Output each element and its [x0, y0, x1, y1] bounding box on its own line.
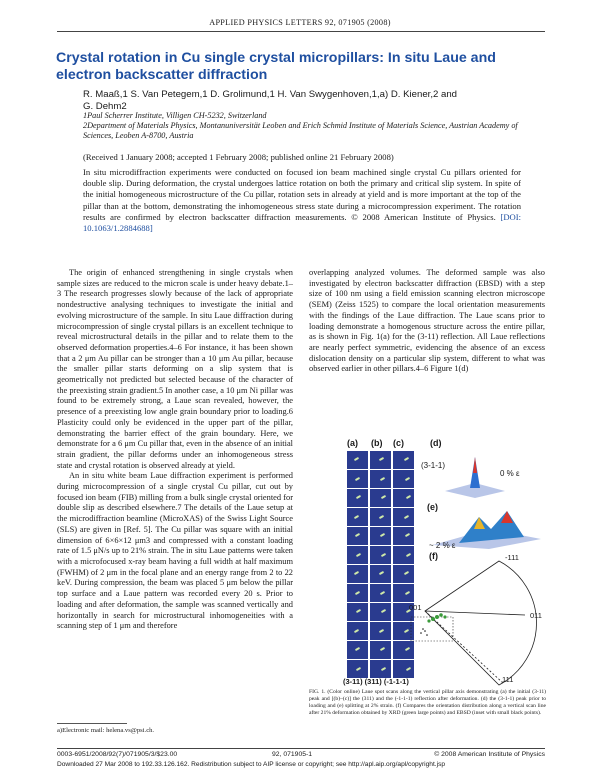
paragraph-3: overlapping analyzed volumes. The deformed sample was also investigated by electron backscatter diffraction (EBSD) with a step size of 100 nm using a field emission scanning electron microscope (SEM) (Zeiss 1525) to compare the local orientation measurements with the findings of the Laue diffraction. The Laue scans prior to loading demonstrate a homogenous structure across the entire pillar, as is shown in Fig. 1(a) for the (3-11) reflection. All Laue reflections are nearly perfect symmetric, evidencing the absence of an excess dislocation density on a particular slip system, different to what was observed earlier in other pillars.4–6 Figure 1(d) [309, 268, 545, 374]
laue-tile [370, 527, 391, 545]
laue-spot [381, 609, 386, 613]
pole-label-left: 001 [409, 603, 422, 612]
laue-spot [356, 609, 361, 613]
laue-tile [347, 489, 368, 507]
footnote: a)Electronic mail: helena.vs@psi.ch. [57, 727, 155, 734]
pole-label-top: -111 [505, 553, 519, 562]
bottom-reflection-labels: (3-11) (311) (-1-1-1) [343, 677, 409, 686]
pole-figure [407, 555, 545, 687]
peak-3d-initial [440, 453, 510, 498]
doi-link[interactable]: [DOI: 10.1063/1.2884688] [83, 211, 521, 234]
received-dates: (Received 1 January 2008; accepted 1 February 2008; published online 21 February 2008) [83, 152, 394, 162]
affiliation-1: 1Paul Scherrer Institute, Villigen CH-5232, Switzerland [83, 111, 267, 120]
footer-copyright: © 2008 American Institute of Physics [434, 751, 545, 758]
panel-e-strain: ~ 2 % ε [429, 541, 456, 550]
laue-spot [356, 667, 361, 671]
laue-spot [355, 477, 360, 481]
laue-tile [370, 470, 391, 488]
panel-c-label: (c) [393, 438, 404, 448]
laue-tile [370, 451, 391, 469]
footer-issn: 0003-6951/2008/92(7)/071905/3/$23.00 [57, 751, 178, 758]
laue-tile [347, 470, 368, 488]
download-notice: Downloaded 27 Mar 2008 to 192.33.126.162. Redistribution subject to AIP license or copyright; see http://apl.aip.org/apl/copyright.jsp [57, 761, 446, 768]
laue-tile [347, 451, 368, 469]
author-list: R. Maaß,1 S. Van Petegem,1 D. Grolimund,1 H. Van Swygenhoven,1,a) D. Kiener,2 and G. Dehm2 [83, 89, 457, 112]
laue-spot [405, 533, 410, 537]
laue-spot [406, 495, 411, 499]
right-column [309, 268, 545, 375]
panel-e-label: (e) [427, 502, 438, 512]
laue-tile [393, 489, 414, 507]
laue-spot [404, 457, 409, 461]
laue-spot [379, 629, 384, 633]
abstract [83, 167, 521, 234]
panel-b-label: (b) [371, 438, 383, 448]
affiliations [83, 111, 523, 141]
paragraph-1: The origin of enhanced strengthening in single crystals when sample sizes are reduced to the micron scale is under heavy debate.1–3 The research progresses slowly because of the lack of appropriate nondestructive analysing techniques to investigate the initial and evolving microstructure of the sample. In situ Laue diffraction during microcompression of single crystal pillars is an excellent technique to reveal microstructural details in the pillar and to relate them to the observed deformation properties.4–6 For instance, it has been shown that a 2 μm Au pillar can be stronger than a 10 μm Au pillar, because the smaller pillar starts deforming on a slip system that is geometrically not predicted but selected because of the character of the preexisting strain gradient.5 In another case, a 10 μm Ni pillar was found to be extremely strong, a Laue scan revealed, however, the presence of a preexisting low angle grain boundary prior to loading.6 Plasticity could only be evidenced in the upper part of the pillar, demonstrating the barrier effect of the grain boundary. Here, we demonstrate for a 6 μm Cu pillar that, even in the absence of an initial strain gradient, the pillar deforms under an inhomogeneous stress state and crystal rotation is observed already at yield. [57, 268, 293, 470]
panel-d-label: (d) [430, 438, 442, 448]
laue-spot [380, 591, 385, 595]
laue-spot [381, 495, 386, 499]
laue-tile [347, 565, 368, 583]
laue-spot [354, 629, 359, 633]
abstract-text: In situ microdiffraction experiments were conducted on focused ion beam machined single crystal Cu pillars oriented for double slip. During deformation, the crystal undergoes lattice rotation on both the primary and critical slip system. In spite of the initial homogeneous microstructure of the Cu pillar, rotation sets in already at yield and is more important at the top of the pillar than at the bottom, demonstrating the inhomogeneous stress state during a microcompression experiment. The rotation results are confirmed by electron backscatter diffraction measurements. © 2008 American Institute of Physics. [83, 167, 521, 222]
paragraph-2: An in situ white beam Laue diffraction experiment is performed during microcompression of a single crystal Cu pillar, cut out by focused ion beam (FIB) milling from a bulk single crystal oriented for double slip as described elsewhere.7 The details of the Laue setup at the microdiffraction beamline (MicroXAS) of the Swiss Light Source (SLS) are given in [Ref. 5]. The Cu pillar was square with an initial dimension of 6×6×12 μm3 and compressed with a constant loading rate of 1.5 μN/s up to 21% strain. The in situ Laue patterns were taken with a microfocused x-ray beam having a full width at half maximum (FWHM) of 2 μm in the focal plane and an energy range from 2 to 22 keV. During compression, the beam was placed 5 μm below the pillar top surface and a Laue pattern was recorded every 20 s. Prior to loading and after deformation, the sample was scanned vertically and horizontally in search for microstructural inhomogeneities with a scanning step of 1 μm and therefore [57, 471, 293, 631]
affiliation-2: 2Department of Materials Physics, Montanuniversität Leoben and Erich Schmid Institute of Materials Science, Austrian Academy of Sciences, Leoben A-8700, Austria [83, 121, 518, 140]
laue-tile [347, 603, 368, 621]
laue-tile [370, 641, 391, 659]
laue-tile [393, 508, 414, 526]
laue-tile [347, 622, 368, 640]
laue-spot [380, 647, 385, 651]
laue-tile [370, 660, 391, 678]
laue-spot [355, 533, 360, 537]
laue-tile [393, 470, 414, 488]
figure-caption: FIG. 1. (Color online) Laue spot scans along the vertical pillar axis demonstrating (a) the initial (3-11) peak and [(b)–(c)] the (311) and the (-1-1-1) reflection after deformation. (d) the (3-1-1) peak prior to loading and (e) splitting at 2% strain. (f) Compares the orientation distribution along a vertical scan line after 21% deformation obtained by XRD (green large points) and EBSD (inset with small black points). [309, 689, 546, 717]
laue-tile [370, 508, 391, 526]
footnote-rule [57, 723, 127, 724]
journal-header: APPLIED PHYSICS LETTERS 92, 071905 (2008) [209, 18, 391, 27]
laue-tile [347, 546, 368, 564]
left-column [57, 268, 293, 632]
figure-1 [345, 435, 545, 687]
laue-tile [347, 584, 368, 602]
laue-tile [370, 489, 391, 507]
laue-spot [379, 515, 384, 519]
laue-tile [370, 622, 391, 640]
laue-spot [381, 553, 386, 557]
laue-tile [370, 565, 391, 583]
laue-tile [393, 451, 414, 469]
laue-spot [356, 553, 361, 557]
laue-tile [370, 584, 391, 602]
laue-tile [370, 546, 391, 564]
laue-tile [347, 508, 368, 526]
laue-tile [347, 641, 368, 659]
laue-spot [354, 515, 359, 519]
laue-tile [347, 660, 368, 678]
laue-spot [381, 667, 386, 671]
panel-e-reflection: (3-1-1) [513, 507, 536, 516]
laue-spot [356, 495, 361, 499]
laue-spot [354, 571, 359, 575]
footer-rule [57, 748, 545, 749]
panel-d-reflection: (3-1-1) [421, 461, 446, 470]
laue-spot [355, 591, 360, 595]
laue-spot [379, 457, 384, 461]
laue-tile [347, 527, 368, 545]
laue-spot [354, 457, 359, 461]
panel-a-label: (a) [347, 438, 358, 448]
laue-spot [380, 533, 385, 537]
footer-page: 92, 071905-1 [272, 751, 313, 758]
laue-spot [379, 571, 384, 575]
laue-spot [380, 477, 385, 481]
laue-spot [404, 515, 409, 519]
laue-tile [393, 527, 414, 545]
panel-d-strain: 0 % ε [500, 469, 520, 478]
pole-label-right: 011 [530, 611, 542, 620]
panel-f-label: (f) [429, 551, 438, 561]
laue-spot [355, 647, 360, 651]
laue-tile [370, 603, 391, 621]
paper-title: Crystal rotation in Cu single crystal micropillars: In situ Laue and electron backscatter diffraction [56, 50, 496, 83]
pole-label-bottom: 111 [502, 675, 514, 684]
header-rule [57, 31, 545, 32]
laue-spot [405, 477, 410, 481]
